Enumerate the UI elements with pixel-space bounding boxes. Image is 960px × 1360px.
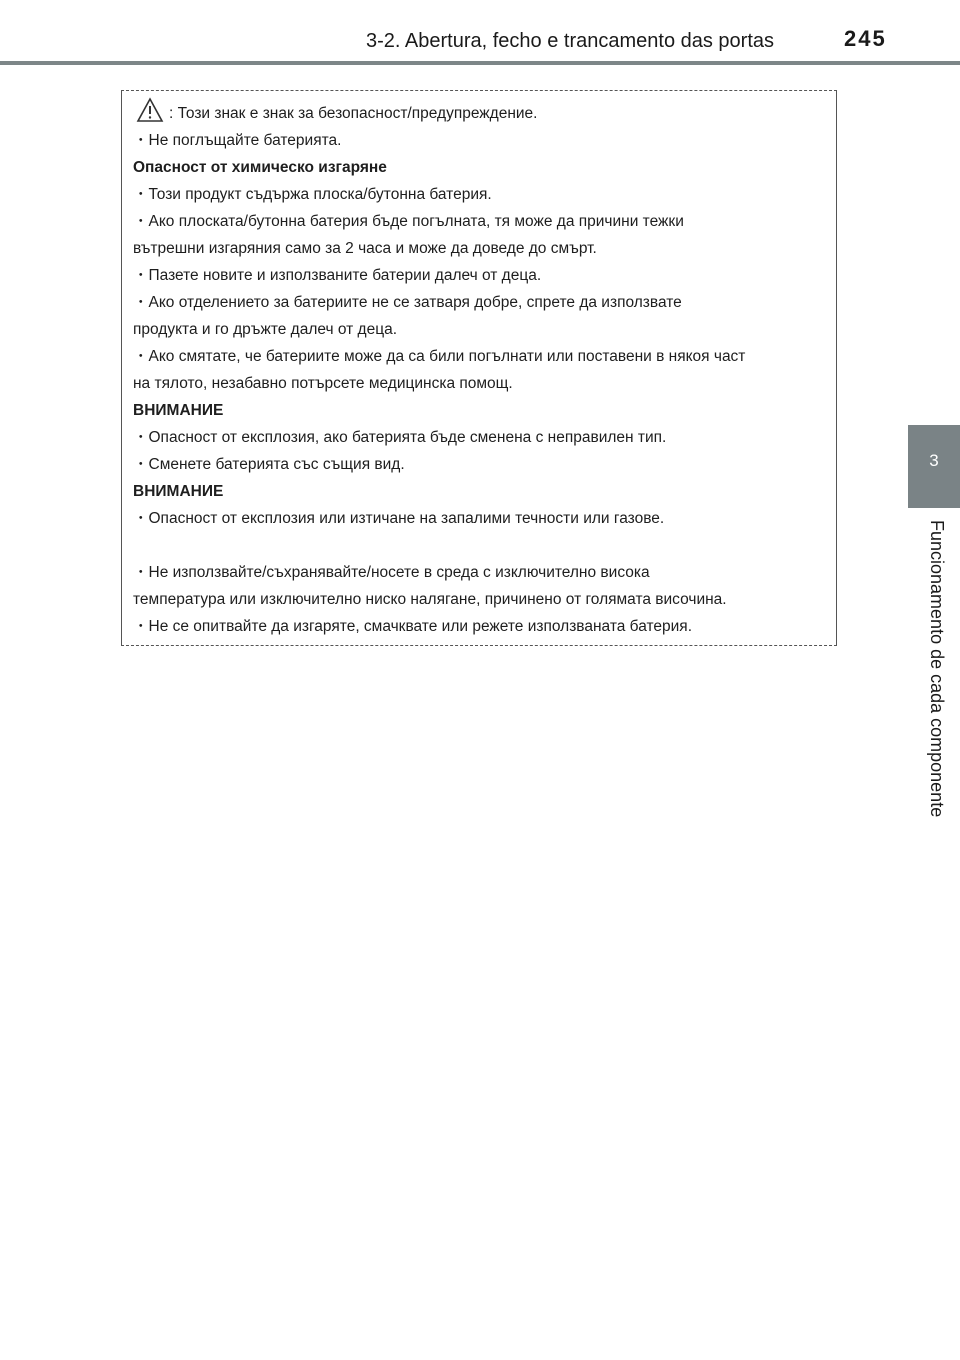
box-line: ・Сменете батерията със същия вид. (133, 456, 405, 473)
box-line: ・Ако смятате, че батериите може да са били погълнати или поставени в някоя част (133, 348, 746, 365)
box-line: ・Не поглъщайте батерията. (133, 132, 342, 149)
page-number: 245 (844, 26, 887, 51)
box-heading: ВНИМАНИЕ (133, 402, 224, 419)
box-heading: Опасност от химическо изгаряне (133, 159, 387, 176)
box-line: ・Ако плоската/бутонна батерия бъде погълната, тя може да причини тежки (133, 213, 684, 230)
header-rule (0, 61, 960, 65)
box-line: : Този знак е знак за безопасност/предупреждение. (169, 105, 538, 122)
box-line: на тялото, незабавно потърсете медицинска помощ. (133, 375, 513, 392)
box-line: ・Не се опитвайте да изгаряте, смачквате или режете използваната батерия. (133, 618, 693, 635)
box-line: ・Опасност от експлозия или изтичане на запалими течности или газове. (133, 510, 665, 527)
chapter-label: Funcionamento de cada componente (927, 520, 947, 818)
warning-box (121, 90, 837, 646)
box-line: ・Ако отделението за батериите не се затваря добре, спрете да използвате (133, 294, 682, 311)
box-line: ・Пазете новите и използваните батерии далеч от деца. (133, 267, 542, 284)
box-heading: ВНИМАНИЕ (133, 483, 224, 500)
box-line: продукта и го дръжте далеч от деца. (133, 321, 398, 338)
box-line: ・Този продукт съдържа плоска/бутонна батерия. (133, 186, 492, 203)
box-line: вътрешни изгаряния само за 2 часа и може да доведе до смърт. (133, 240, 597, 257)
box-line: ・Опасност от експлозия, ако батерията бъде сменена с неправилен тип. (133, 429, 667, 446)
chapter-tab (908, 425, 960, 508)
chapter-number: 3 (929, 451, 939, 470)
box-line: ・Не използвайте/съхранявайте/носете в среда с изключително висока (133, 564, 650, 581)
section-title: 3-2. Abertura, fecho e trancamento das portas (366, 30, 775, 52)
box-line: температура или изключително ниско налягане, причинено от голямата височина. (133, 591, 727, 608)
warning-triangle-icon (136, 97, 164, 123)
